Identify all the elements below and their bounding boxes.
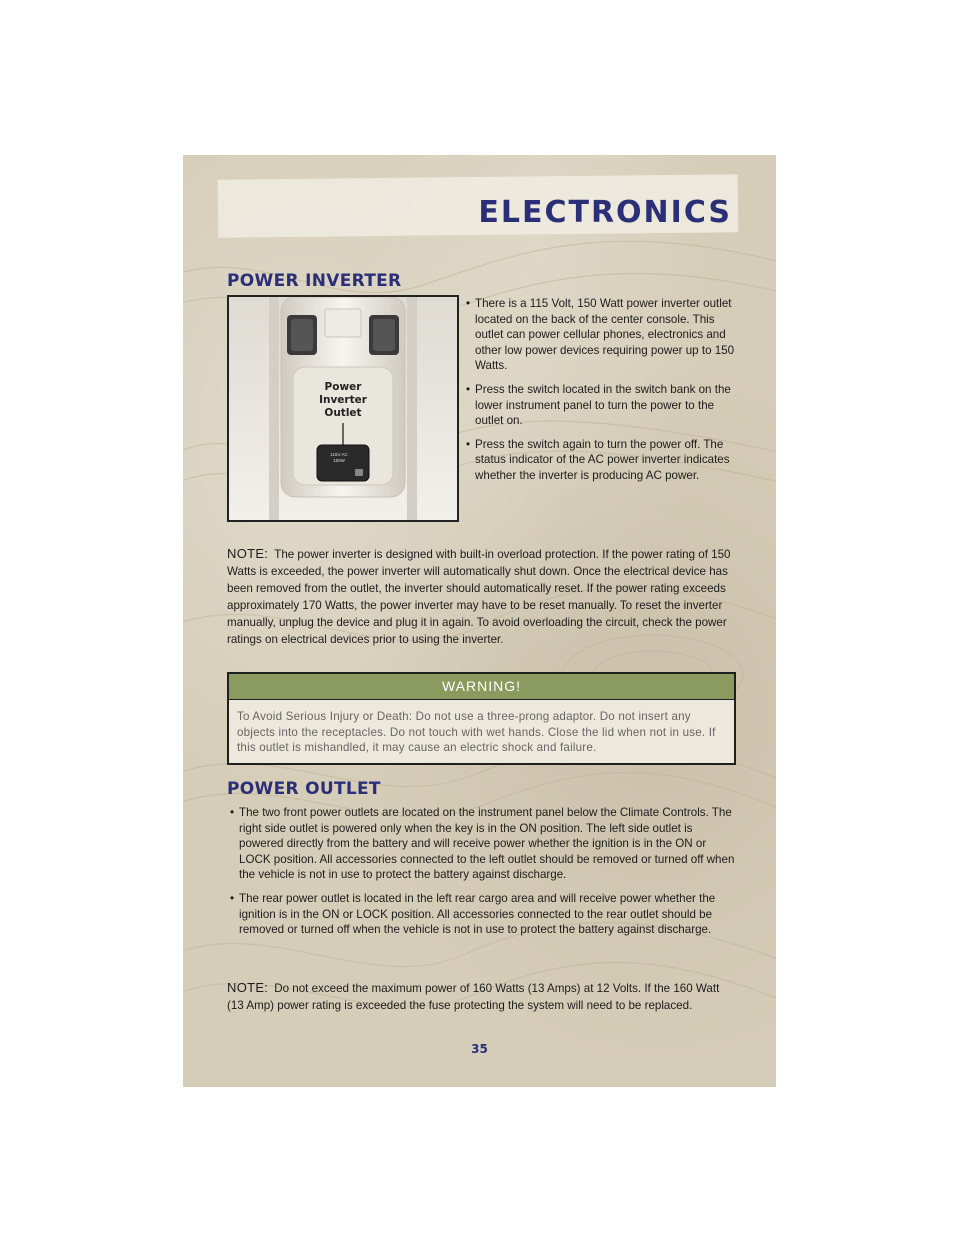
warning-title: WARNING! bbox=[229, 674, 734, 700]
section-title: ELECTRONICS bbox=[478, 195, 732, 230]
outlet-rating-voltage: 115V AC bbox=[330, 452, 348, 457]
note-text: The power inverter is designed with built-in overload protection. If the power rating of 150 Watts is exceeded, the power inverter will automatically shut down. Once the electrical device has been removed from the outlet, the inverter should automatically reset. If the power rating exceeds approximately 170 Watts, the power inverter may have to be reset manually. To reset the inverter manually, unplug the device and plug it in again. To avoid overloading the circuit, check the power ratings on electrical devices prior to using the inverter. bbox=[227, 548, 731, 646]
list-item: • Press the switch located in the switch bank on the lower instrument panel to turn the power to the outlet on. bbox=[463, 382, 738, 429]
warning-box bbox=[227, 672, 736, 765]
power-inverter-note bbox=[227, 545, 737, 648]
list-item: • The rear power outlet is located in the left rear cargo area and will receive power whether the ignition is in the ON or LOCK position. All accessories connected to the rear outlet should be removed or turned off when the vehicle is not in use to protect the battery against discharge. bbox=[227, 891, 739, 938]
photo-label-line-1: Power bbox=[324, 381, 362, 393]
list-item: • The two front power outlets are located on the instrument panel below the Climate Controls. The right side outlet is powered only when the key is in the ON position. The left side outlet is powered directly from the battery and will receive power whether the ignition is in the ON or LOCK position. All accessories connected to the left outlet should be removed or turned off when the vehicle is not in use to protect the battery against discharge. bbox=[227, 805, 739, 883]
warning-text: To Avoid Serious Injury or Death: Do not use a three-prong adaptor. Do not insert any objects into the receptacles. Do not touch with wet hands. Close the lid when not in use. If this outlet is mishandled, it may cause an electric shock and failure. bbox=[237, 710, 716, 754]
power-inverter-photo bbox=[227, 295, 459, 522]
list-item: • There is a 115 Volt, 150 Watt power inverter outlet located on the back of the center console. This outlet can power cellular phones, electronics and other low power devices requiring power up to 150 Watts. bbox=[463, 296, 738, 374]
power-outlet-bullets bbox=[227, 805, 739, 946]
list-item: • Press the switch again to turn the power off. The status indicator of the AC power inverter indicates whether the inverter is producing AC power. bbox=[463, 437, 738, 484]
photo-label-line-2: Inverter bbox=[319, 394, 367, 406]
note-label: NOTE: bbox=[227, 980, 269, 995]
power-outlet-heading: POWER OUTLET bbox=[227, 779, 381, 799]
outlet-rating-watts: 150W bbox=[333, 458, 345, 463]
page-number: 35 bbox=[471, 1042, 488, 1056]
manual-page bbox=[183, 155, 776, 1087]
power-outlet-note bbox=[227, 979, 737, 1014]
power-inverter-heading: POWER INVERTER bbox=[227, 271, 402, 291]
photo-label-line-3: Outlet bbox=[324, 407, 362, 419]
note-label: NOTE: bbox=[227, 546, 269, 561]
power-inverter-bullets bbox=[463, 296, 738, 492]
note-text: Do not exceed the maximum power of 160 Watts (13 Amps) at 12 Volts. If the 160 Watt (13 Amp) power rating is exceeded the fuse protecting the system will need to be replaced. bbox=[227, 982, 720, 1012]
